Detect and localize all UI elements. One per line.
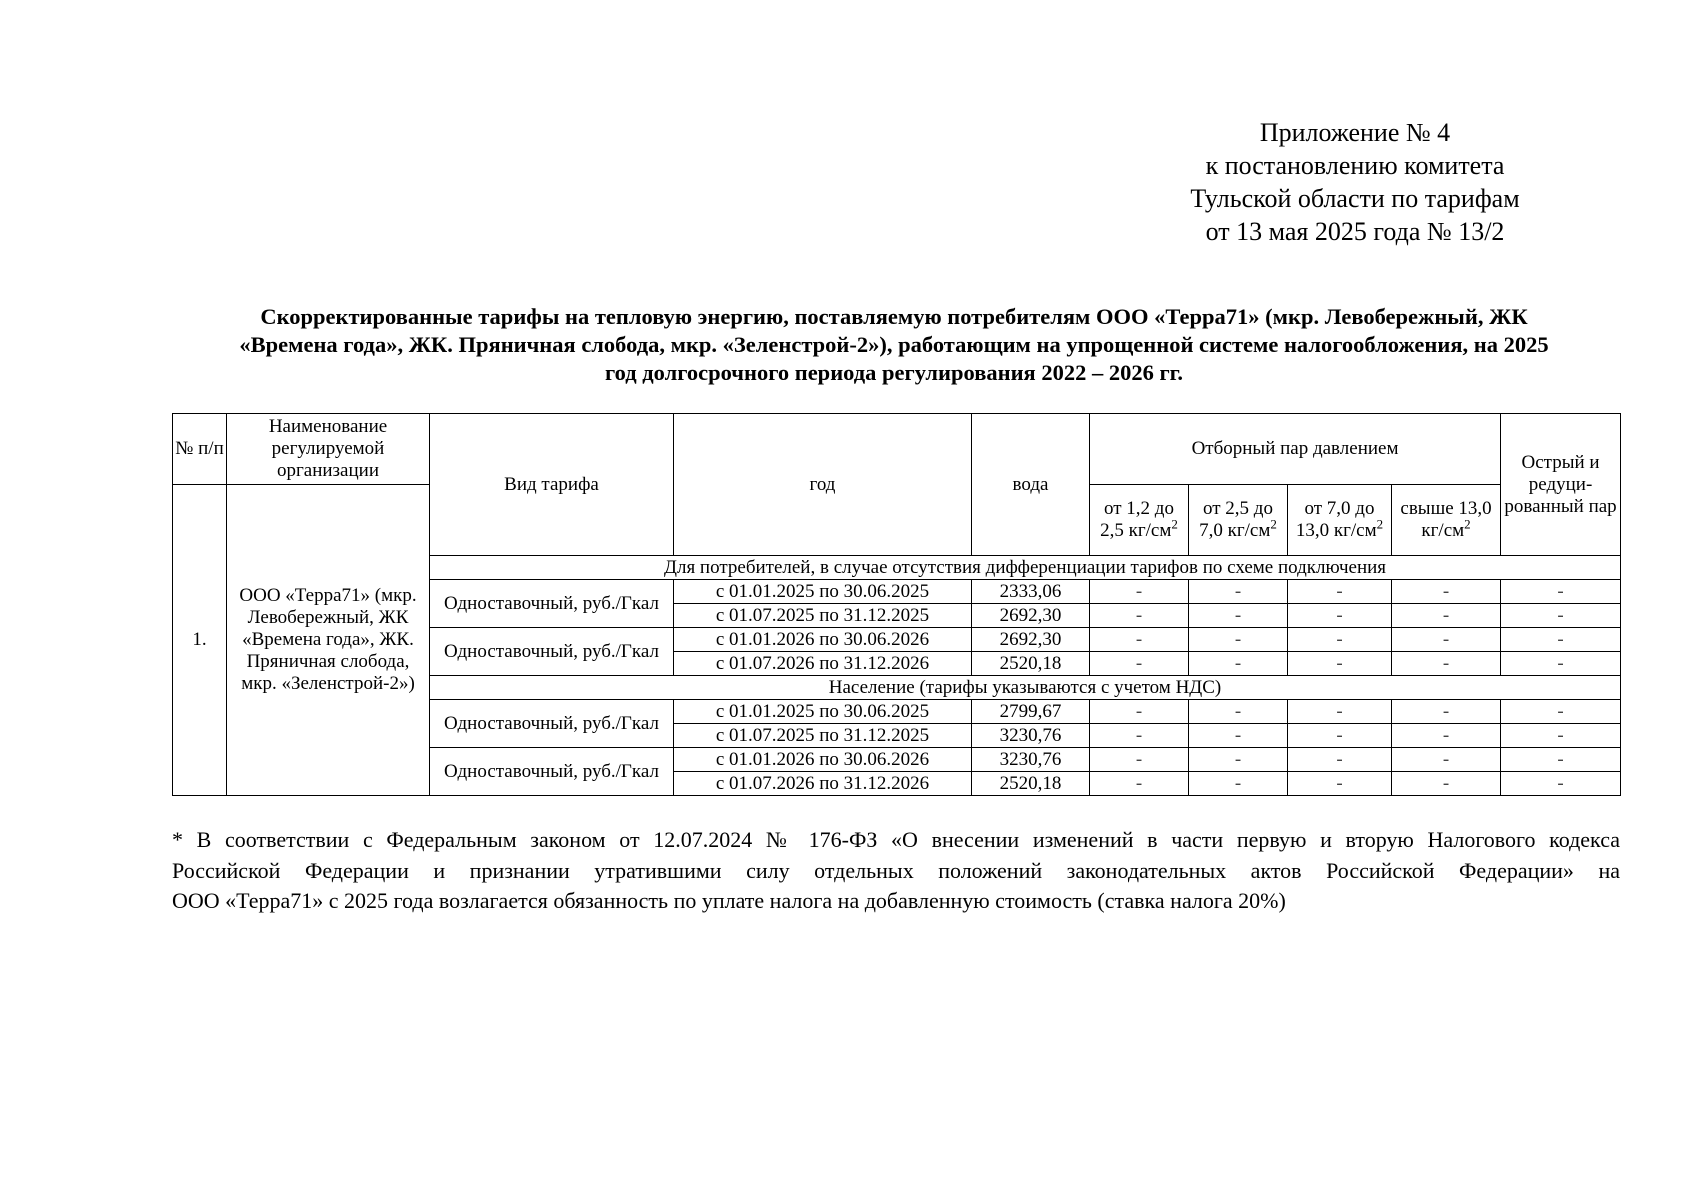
title-line: «Времена года», ЖК. Пряничная слобода, мкр. «Зеленстрой-2»), работающим на упрощенной системе налогообложения, на 2025 [239,332,1549,357]
dash-cell: - [1392,628,1501,652]
appendix-header [1190,116,1520,248]
dash-cell: - [1090,724,1189,748]
header-steam-col [1392,485,1501,556]
dash-cell: - [1392,700,1501,724]
dash-cell: - [1090,628,1189,652]
period-cell: с 01.01.2025 по 30.06.2025 [674,700,972,724]
steam-col-sup: 2 [1464,516,1471,532]
dash-cell: - [1288,700,1392,724]
period-cell: с 01.01.2026 по 30.06.2026 [674,748,972,772]
tariff-table [172,413,1621,796]
steam-col-sup: 2 [1376,516,1384,532]
footnote-line: Российской Федерации и признании утратившими силу отдельных положений законодательных актов Российской Федерации» на [172,857,1620,883]
header-steam: Отборный пар давлением [1090,414,1501,485]
water-value: 2692,30 [972,604,1090,628]
tariff-type-cell: Одноставочный, руб./Гкал [430,700,674,748]
appendix-line: от 13 мая 2025 года № 13/2 [1205,217,1505,246]
group-label: Население (тарифы указываются с учетом НДС) [430,676,1621,700]
header-steam-col [1189,485,1288,556]
dash-cell: - [1288,652,1392,676]
dash-cell: - [1090,652,1189,676]
header-org: Наименование регулируемой организации [227,414,430,485]
dash-cell: - [1288,724,1392,748]
dash-cell: - [1392,604,1501,628]
group-label: Для потребителей, в случае отсутствия дифференциации тарифов по схеме подключения [430,556,1621,580]
tariff-type-cell: Одноставочный, руб./Гкал [430,580,674,628]
period-cell: с 01.07.2025 по 31.12.2025 [674,604,972,628]
period-cell: с 01.07.2026 по 31.12.2026 [674,652,972,676]
steam-col-text: от 7,0 до 13,0 кг/см [1295,498,1377,541]
dash-cell: - [1501,700,1621,724]
dash-cell: - [1501,748,1621,772]
dash-cell: - [1090,772,1189,796]
footnote-line: ООО «Терра71» с 2025 года возлагается обязанность по уплате налога на добавленную стоимость (ставка налога 20%) [172,888,1286,913]
period-cell: с 01.01.2026 по 30.06.2026 [674,628,972,652]
water-value: 2692,30 [972,628,1090,652]
dash-cell: - [1288,772,1392,796]
steam-col-sup: 2 [1171,516,1178,532]
dash-cell: - [1288,604,1392,628]
dash-cell: - [1189,772,1288,796]
title-line: Скорректированные тарифы на тепловую энергию, поставляемую потребителям ООО «Терра71» (мкр. Левобережный, ЖК [260,304,1528,329]
steam-col-sup: 2 [1270,516,1277,532]
header-sharp-steam: Острый и редуци-рованный пар [1501,414,1621,556]
dash-cell: - [1392,772,1501,796]
water-value: 2520,18 [972,652,1090,676]
dash-cell: - [1501,604,1621,628]
water-value: 2333,06 [972,580,1090,604]
dash-cell: - [1392,748,1501,772]
dash-cell: - [1189,580,1288,604]
dash-cell: - [1090,580,1189,604]
tariff-type-cell: Одноставочный, руб./Гкал [430,748,674,796]
dash-cell: - [1189,628,1288,652]
dash-cell: - [1189,724,1288,748]
header-tariff-type: Вид тарифа [430,414,674,556]
period-cell: с 01.07.2025 по 31.12.2025 [674,724,972,748]
appendix-line: Тульской области по тарифам [1190,184,1520,213]
header-water: вода [972,414,1090,556]
dash-cell: - [1189,748,1288,772]
dash-cell: - [1501,772,1621,796]
dash-cell: - [1090,700,1189,724]
footnote [172,825,1620,917]
dash-cell: - [1501,652,1621,676]
water-value: 3230,76 [972,724,1090,748]
dash-cell: - [1189,700,1288,724]
dash-cell: - [1189,652,1288,676]
water-value: 2799,67 [972,700,1090,724]
steam-col-text: от 2,5 до 7,0 кг/см [1199,498,1273,541]
organization-name: ООО «Терра71» (мкр. Левобережный, ЖК «Времена года», ЖК. Пряничная слобода, мкр. «Зеленстрой-2») [227,485,430,796]
dash-cell: - [1392,652,1501,676]
tariff-type-cell: Одноставочный, руб./Гкал [430,628,674,676]
header-row [173,414,1621,485]
footnote-line: * В соответствии с Федеральным законом от 12.07.2024 № 176-ФЗ «О внесении изменений в части первую и вторую Налогового кодекса [172,827,1620,852]
header-num: № п/п [173,414,227,485]
steam-col-text: свыше 13,0 кг/см [1400,498,1492,541]
row-number: 1. [173,485,227,796]
period-cell: с 01.01.2025 по 30.06.2025 [674,580,972,604]
dash-cell: - [1090,604,1189,628]
header-steam-col [1090,485,1189,556]
appendix-line: к постановлению комитета [1205,151,1505,180]
header-steam-col [1288,485,1392,556]
period-cell: с 01.07.2026 по 31.12.2026 [674,772,972,796]
dash-cell: - [1501,628,1621,652]
steam-col-text: от 1,2 до 2,5 кг/см [1100,498,1174,541]
dash-cell: - [1392,580,1501,604]
water-value: 3230,76 [972,748,1090,772]
dash-cell: - [1501,724,1621,748]
document-title [150,303,1638,387]
title-line: год долгосрочного периода регулирования 2022 – 2026 гг. [605,360,1183,385]
dash-cell: - [1288,580,1392,604]
dash-cell: - [1392,724,1501,748]
dash-cell: - [1288,748,1392,772]
dash-cell: - [1090,748,1189,772]
dash-cell: - [1501,580,1621,604]
header-year: год [674,414,972,556]
dash-cell: - [1288,628,1392,652]
dash-cell: - [1189,604,1288,628]
appendix-line: Приложение № 4 [1259,118,1451,147]
water-value: 2520,18 [972,772,1090,796]
